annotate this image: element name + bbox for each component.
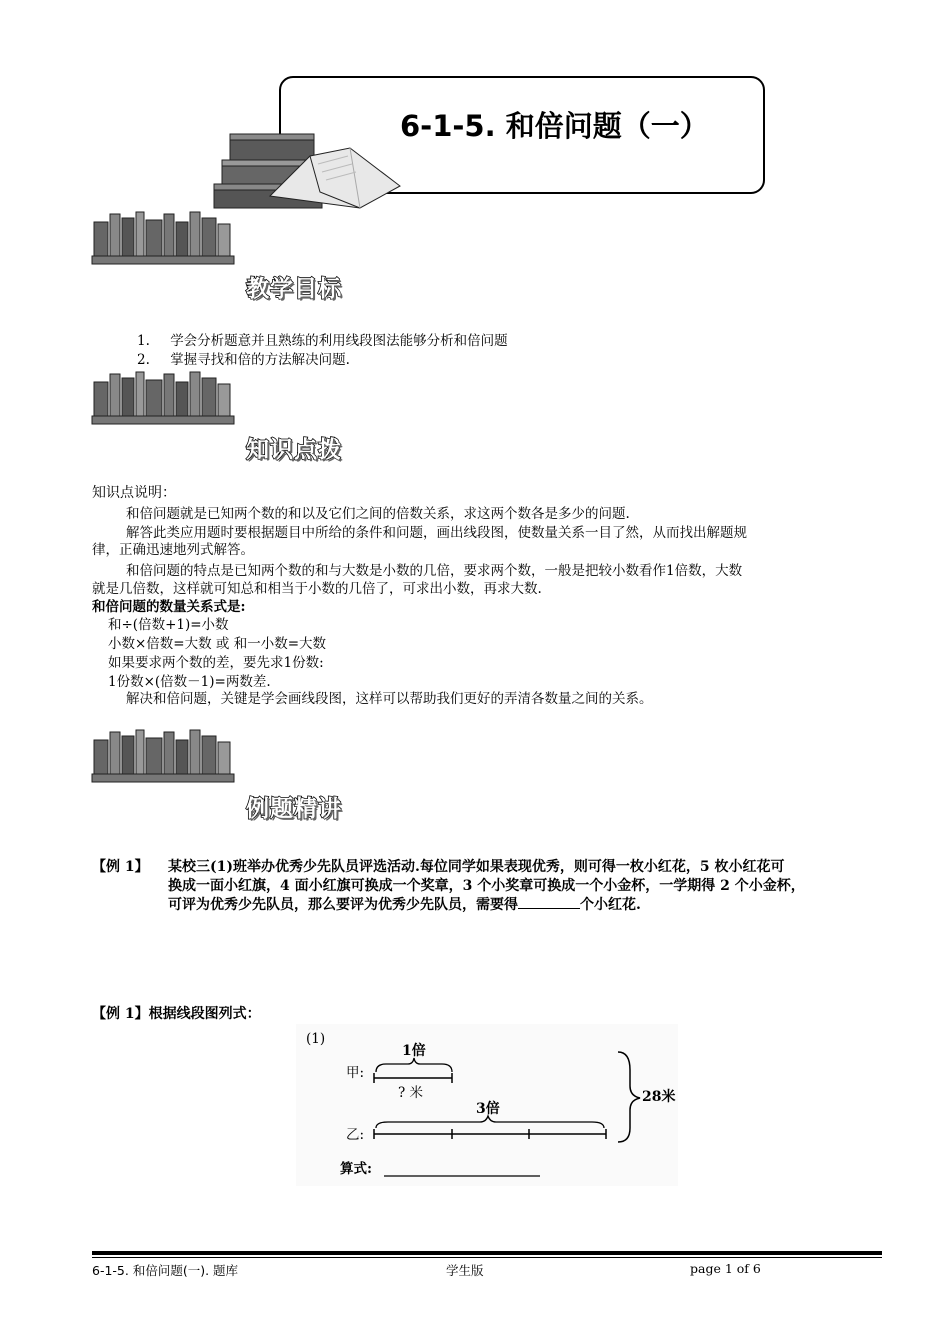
knowledge-paragraph: 和倍问题的特点是已知两个数的和与大数是小数的几倍，要求两个数，一般是把较小数看作1倍数，大数: [126, 563, 743, 579]
goal-item: [137, 351, 350, 369]
example-question-text: 可评为优秀少先队员，那么要评为优秀少先队员，需要得: [168, 897, 518, 913]
goal-item: [137, 332, 508, 350]
formula-title: 和倍问题的数量关系式是:: [92, 599, 246, 615]
footer-rule: [92, 1251, 882, 1255]
formula-line: 和÷(倍数+1)=小数: [108, 617, 229, 633]
formula-line: 小数×倍数=大数 或 和一小数=大数: [108, 636, 327, 652]
knowledge-paragraph: 就是几倍数，这样就可知总和相当于小数的几倍了，可求出小数，再求大数.: [92, 581, 542, 597]
example-question-line: 某校三(1)班举办优秀少先队员评选活动.每位同学如果表现优秀，则可得一枚小红花，5 枚小红花可: [168, 859, 785, 875]
goal-number: 1.: [137, 333, 150, 349]
section-heading-knowledge: 知识点拨: [246, 437, 342, 463]
answer-blank[interactable]: [518, 895, 580, 909]
example-question-line: [168, 895, 641, 914]
knowledge-paragraph: 和倍问题就是已知两个数的和以及它们之间的倍数关系，求这两个数各是多少的问题.: [126, 506, 630, 522]
footer-rule: [92, 1257, 882, 1258]
footer-doc-name: 6-1-5. 和倍问题(一). 题库: [92, 1263, 239, 1278]
example-label: 【例 1】: [92, 859, 149, 875]
footer-edition: 学生版: [446, 1263, 484, 1278]
knowledge-paragraph: 律，正确迅速地列式解答。: [92, 542, 254, 558]
brace-label-yi: 3倍: [476, 1101, 500, 1117]
example2-heading: [92, 1005, 261, 1023]
example-text: 根据线段图列式：: [148, 1006, 261, 1022]
brace-label-jia: 1倍: [402, 1043, 426, 1059]
books-illustration-icon: [200, 126, 410, 212]
unknown-length-label: ? 米: [398, 1085, 424, 1101]
knowledge-label: 知识点说明：: [92, 485, 176, 501]
knowledge-paragraph: 解答此类应用题时要根据题目中所给的条件和问题，画出线段图，使数量关系一目了然，从而找出解题规: [126, 525, 747, 541]
segment-label-jia: 甲:: [346, 1065, 365, 1081]
formula-label: 算式:: [340, 1161, 372, 1177]
formula-line: 1份数×(倍数－1)=两数差.: [108, 674, 271, 690]
example-question-text: 个小红花.: [580, 897, 641, 913]
total-length-label: 28米: [642, 1089, 676, 1105]
bookshelf-icon: [90, 208, 236, 266]
goal-text: 掌握寻找和倍的方法解决问题.: [170, 352, 350, 368]
section-heading-examples: 例题精讲: [246, 796, 342, 822]
knowledge-paragraph: 解决和倍问题，关键是学会画线段图，这样可以帮助我们更好的弄清各数量之间的关系。: [126, 691, 653, 707]
segment-label-yi: 乙:: [346, 1127, 365, 1143]
bookshelf-icon: [90, 726, 236, 784]
section-heading-goals: 教学目标: [246, 276, 342, 302]
formula-line: 如果要求两个数的差，要先求1份数:: [108, 655, 324, 671]
page-title: 6-1-5. 和倍问题（一）: [400, 109, 709, 143]
example-question-line: 换成一面小红旗，4 面小红旗可换成一个奖章，3 个小奖章可换成一个小金杯，一学期得 2 个小金杯，: [168, 878, 805, 894]
diagram-part-label: (1): [306, 1031, 326, 1047]
goal-number: 2.: [137, 352, 150, 368]
example-label: 【例 1】: [92, 1006, 149, 1022]
bookshelf-icon: [90, 368, 236, 426]
footer-page-number: page 1 of 6: [690, 1261, 761, 1276]
goal-text: 学会分析题意并且熟练的利用线段图法能够分析和倍问题: [170, 333, 508, 349]
line-segment-diagram: [296, 1024, 678, 1186]
